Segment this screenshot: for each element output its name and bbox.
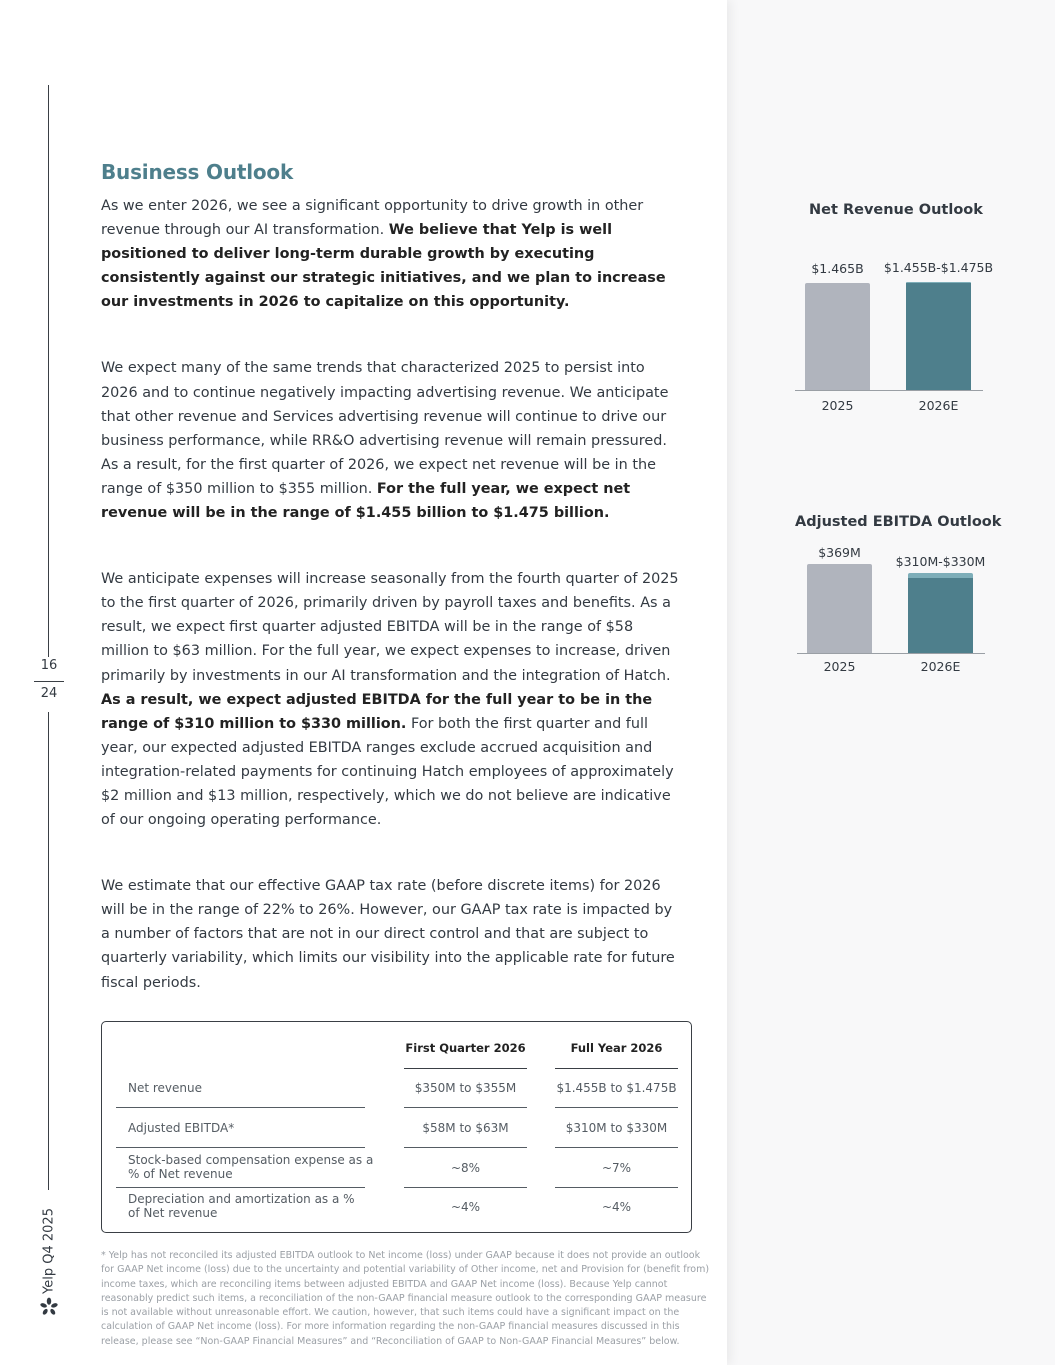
row-rule (116, 1107, 365, 1108)
row-rule (404, 1107, 527, 1108)
chart-title: Net Revenue Outlook (809, 202, 983, 218)
table-header-fy: Full Year 2026 (570, 1041, 663, 1055)
adjusted-ebitda-chart (795, 512, 1002, 682)
table-cell: ~4% (450, 1200, 481, 1214)
row-rule (555, 1147, 678, 1148)
paragraph-revenue-outlook: We expect many of the same trends that characterized 2025 to persist into 2026 and to continue negatively impacting advertising revenue. We anticipate that other revenue and Services advertising revenue will continue to drive our business performance, while RR&O advertising revenue will remain pressured. As a result, for the first quarter of 2026, we expect net revenue will be in the range of $350 million to $355 million. For the full year, we expect net revenue will be in the range of $1.455 billion to $1.475 billion. (101, 360, 669, 522)
paragraph-ai-opportunity: As we enter 2026, we see a significant opportunity to drive growth in other revenue through our AI transformation. We believe that Yelp is well positioned to deliver long-term durable growth by executing consistently against our strategic initiatives, and we plan to increase our investments in 2026 to capitalize on this opportunity. (101, 198, 666, 311)
table-row-label: Stock-based compensation expense as a % of Net revenue (128, 1153, 374, 1181)
chart-title: Adjusted EBITDA Outlook (795, 514, 1002, 530)
category-label-2025: 2025 (823, 659, 856, 674)
data-label-2025: $369M (818, 544, 861, 560)
outlook-table (101, 1021, 692, 1233)
page-number-current: 16 (40, 658, 58, 673)
table-row-label: Depreciation and amortization as a % of Net revenue (128, 1192, 355, 1220)
rail-brand (34, 1205, 64, 1315)
table-cell: ~4% (601, 1200, 632, 1214)
data-label-2025: $1.465B (811, 260, 864, 276)
table-cell: $310M to $330M (565, 1121, 668, 1135)
table-row-label: Adjusted EBITDA* (128, 1121, 235, 1135)
x-axis (795, 390, 983, 391)
table-cell: ~7% (601, 1161, 632, 1175)
footnote: * Yelp has not reconciled its adjusted EBITDA outlook to Net income (loss) under GAAP because it does not provide an outlook for GAAP Net income (loss) due to the uncertainty and potential variability of Other income, net and Provision for (benefit from) income taxes, which are reconciling items between adjusted EBITDA and GAAP Net income (loss). Because Yelp cannot reasonably predict such items, a reconciliation of the non-GAAP financial measure outlook to the corresponding GAAP measure is not available without unreasonable effort. We caution, however, that such items could have a significant impact on the calculation of GAAP Net income (loss). For more information regarding the non-GAAP financial measures discussed in this release, please see “Non-GAAP Financial Measures” and “Reconciliation of GAAP to Non-GAAP Financial Measures” below. (101, 1250, 710, 1347)
net-revenue-chart (795, 200, 994, 420)
rail-line-top (48, 85, 49, 657)
row-rule (404, 1187, 527, 1188)
category-label-2026e: 2026E (918, 398, 959, 413)
table-header-q1: First Quarter 2026 (405, 1041, 526, 1055)
x-axis (797, 653, 985, 654)
row-rule (404, 1147, 527, 1148)
category-label-2026e: 2026E (920, 659, 961, 674)
row-rule (555, 1107, 678, 1108)
section-title: Business Outlook (101, 160, 294, 184)
page-number-divider (34, 681, 64, 682)
page-number-total: 24 (40, 686, 58, 701)
paragraph-tax-rate: We estimate that our effective GAAP tax rate (before discrete items) for 2026 will be in the range of 22% to 26%. However, our GAAP tax rate is impacted by a number of factors that are not in our direct control and that are subject to quarterly variability, which limits our visibility into the applicable rate for future fiscal periods. (101, 878, 675, 991)
bar-2026e (906, 283, 971, 390)
row-rule (116, 1187, 365, 1188)
table-row-label: Net revenue (128, 1081, 203, 1095)
data-label-2026e: $310M-$330M (895, 554, 986, 569)
yelp-burst-icon (39, 1297, 59, 1317)
data-label-2026e: $1.455B-$1.475B (883, 259, 994, 275)
brand-label: Yelp Q4 2025 (41, 1208, 57, 1294)
header-rule (404, 1068, 527, 1069)
row-rule (116, 1147, 365, 1148)
table-cell: ~8% (450, 1161, 481, 1175)
header-rule (555, 1068, 678, 1069)
row-rule (555, 1187, 678, 1188)
table-cell: $350M to $355M (414, 1081, 517, 1095)
bar-2026e (908, 578, 973, 653)
paragraph-ebitda-outlook: We anticipate expenses will increase seasonally from the fourth quarter of 2025 to the first quarter of 2026, primarily driven by payroll taxes and benefits. As a result, we expect first quarter adjusted EBITDA will be in the range of $58 million to $63 million. For the full year, we expect expenses to increase, driven primarily by investments in our AI transformation and the integration of Hatch. As a result, we expect adjusted EBITDA for the full year to be in the range of $310 million to $330 million. For both the first quarter and full year, our expected adjusted EBITDA ranges exclude accrued acquisition and integration-related payments for continuing Hatch employees of approximately $2 million and $13 million, respectively, which we do not believe are indicative of our ongoing operating performance. (101, 571, 679, 829)
rail-line-bottom (48, 712, 49, 1190)
business-outlook-section (101, 160, 681, 995)
table-cell: $1.455B to $1.475B (556, 1081, 677, 1095)
table-cell: $58M to $63M (422, 1121, 509, 1135)
bar-2025 (807, 564, 872, 653)
category-label-2025: 2025 (821, 398, 854, 413)
bar-2025 (805, 283, 870, 390)
